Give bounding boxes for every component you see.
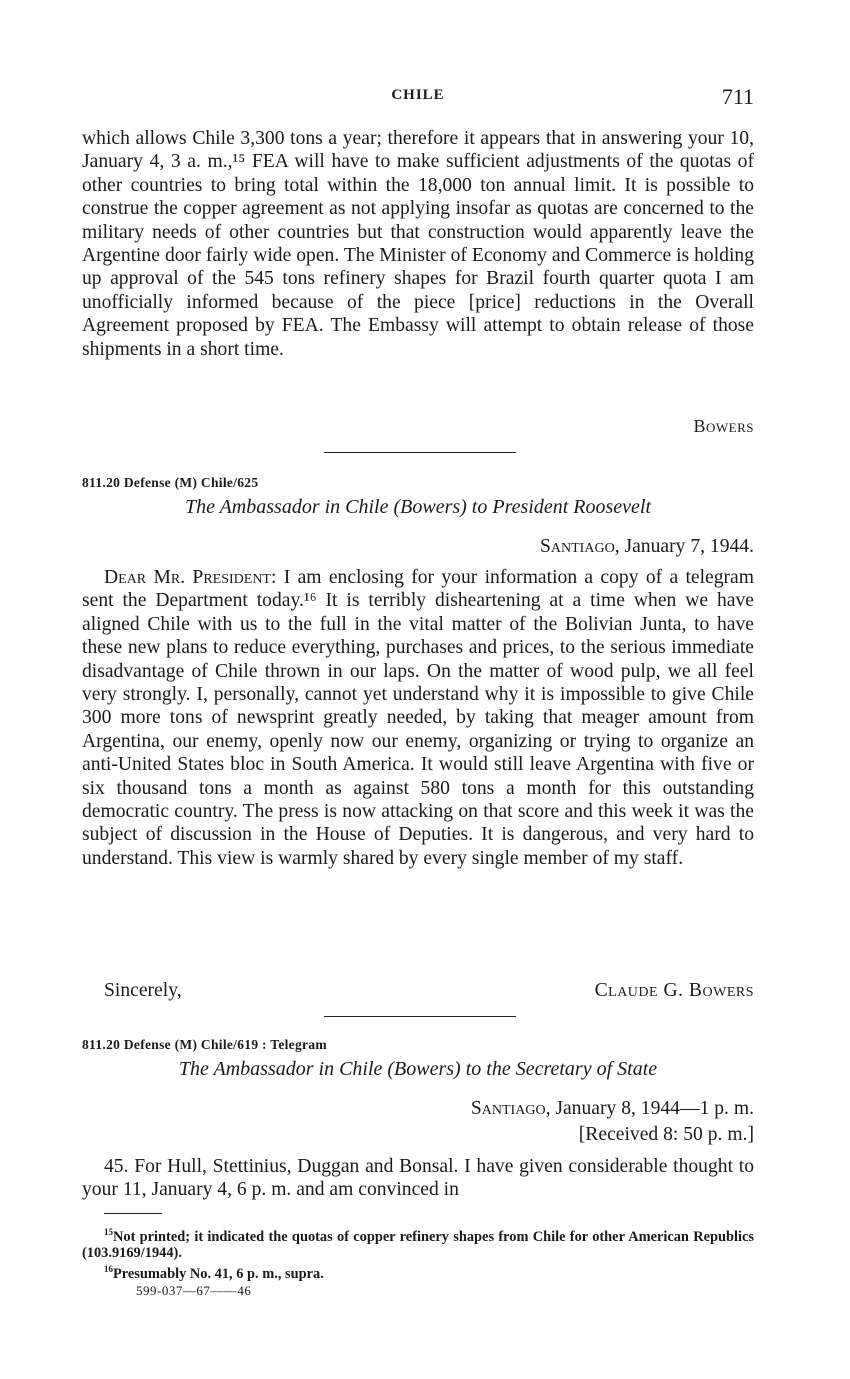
continuation-signature: Bowers: [693, 416, 754, 436]
dateline: [540, 536, 754, 558]
footnotes: [82, 1224, 754, 1282]
telegram-body: 45. For Hull, Stettinius, Duggan and Bonsal. I have given considerable thought to your 11, January 4, 6 p. m. and am convinced in: [82, 1156, 754, 1201]
dateline-place: Santiago: [540, 536, 615, 557]
footnote-rule: [104, 1213, 162, 1214]
document-title: The Ambassador in Chile (Bowers) to President Roosevelt: [184, 496, 652, 518]
footnote-mark: 15: [104, 1227, 113, 1237]
document-title: The Ambassador in Chile (Bowers) to the Secretary of State: [178, 1058, 658, 1080]
salutation: Dear Mr. President:: [104, 567, 277, 588]
footnote: [82, 1224, 754, 1261]
letter-body-paragraph: [82, 566, 754, 870]
footnote-text: Presumably No. 41, 6 p. m., supra.: [113, 1265, 324, 1282]
file-reference: 811.20 Defense (M) Chile/625: [82, 475, 259, 490]
received-line: [Received 8: 50 p. m.]: [578, 1124, 754, 1145]
footnote: [82, 1261, 754, 1282]
print-imprint: 599-037—67——46: [136, 1283, 252, 1298]
dateline-place: Santiago: [470, 1098, 546, 1119]
page-number: 711: [721, 84, 754, 109]
footnote-mark: 16: [104, 1263, 113, 1274]
dateline-date: , January 7, 1944.: [614, 536, 754, 557]
letter-body: I am enclosing for your information a copy of a telegram sent the Department today.¹⁶ It is terribly disheartening at a time when we have aligned Chile with us to the full in the vital matter of the Bolivian Junta, to have these new plans to reduce everything, purchases and prices, to the serious immediate disadvantage of Chile thrown in our laps. On the matter of wood pulp, we all feel very strongly. I, personally, cannot yet understand why it is impossible to give Chile 300 more tons of newsprint greatly needed, by taking that meager amount from Argentina, our enemy, openly now our enemy, organizing or trying to organize an anti-United States bloc in South America. It would still leave Argentina with five or six thousand tons a month as against 580 tons a month for this outstanding democratic country. The press is now attacking on that score and this week it was the subject of discussion in the House of Deputies. It is dangerous, and very hard to understand. This view is warmly shared by every single member of my staff.: [82, 567, 754, 869]
running-title: CHILE: [391, 87, 445, 103]
continuation-paragraph: which allows Chile 3,300 tons a year; therefore it appears that in answering your 10, January 4, 3 a. m.,¹⁵ FEA will have to make sufficient adjustments of the quotas of other countries to bring total within the 18,000 ton annual limit. It is possible to construe the copper agreement as not applying insofar as quotas are concerned to the military needs of other countries but that construction would apparently leave the Argentine door fairly wide open. The Minister of Economy and Commerce is holding up approval of the 545 tons refinery shapes for Brazil fourth quarter quota I am unofficially informed because of the piece [price] reductions in the Overall Agreement proposed by FEA. The Embassy will attempt to obtain release of those shipments in a short time.: [82, 128, 754, 360]
letter-signature: Claude G. Bowers: [594, 980, 754, 1001]
dateline-date: , January 8, 1944—1 p. m.: [545, 1098, 754, 1119]
section-divider: [324, 452, 516, 453]
complimentary-close: Sincerely,: [104, 980, 182, 1001]
dateline: [471, 1098, 754, 1120]
file-reference: 811.20 Defense (M) Chile/619 : Telegram: [82, 1037, 327, 1052]
running-head: [82, 84, 754, 110]
section-divider: [324, 1016, 516, 1017]
footnote-text: Not printed; it indicated the quotas of copper refinery shapes from Chile for other American Republics (103.9169/1944).: [82, 1228, 754, 1261]
